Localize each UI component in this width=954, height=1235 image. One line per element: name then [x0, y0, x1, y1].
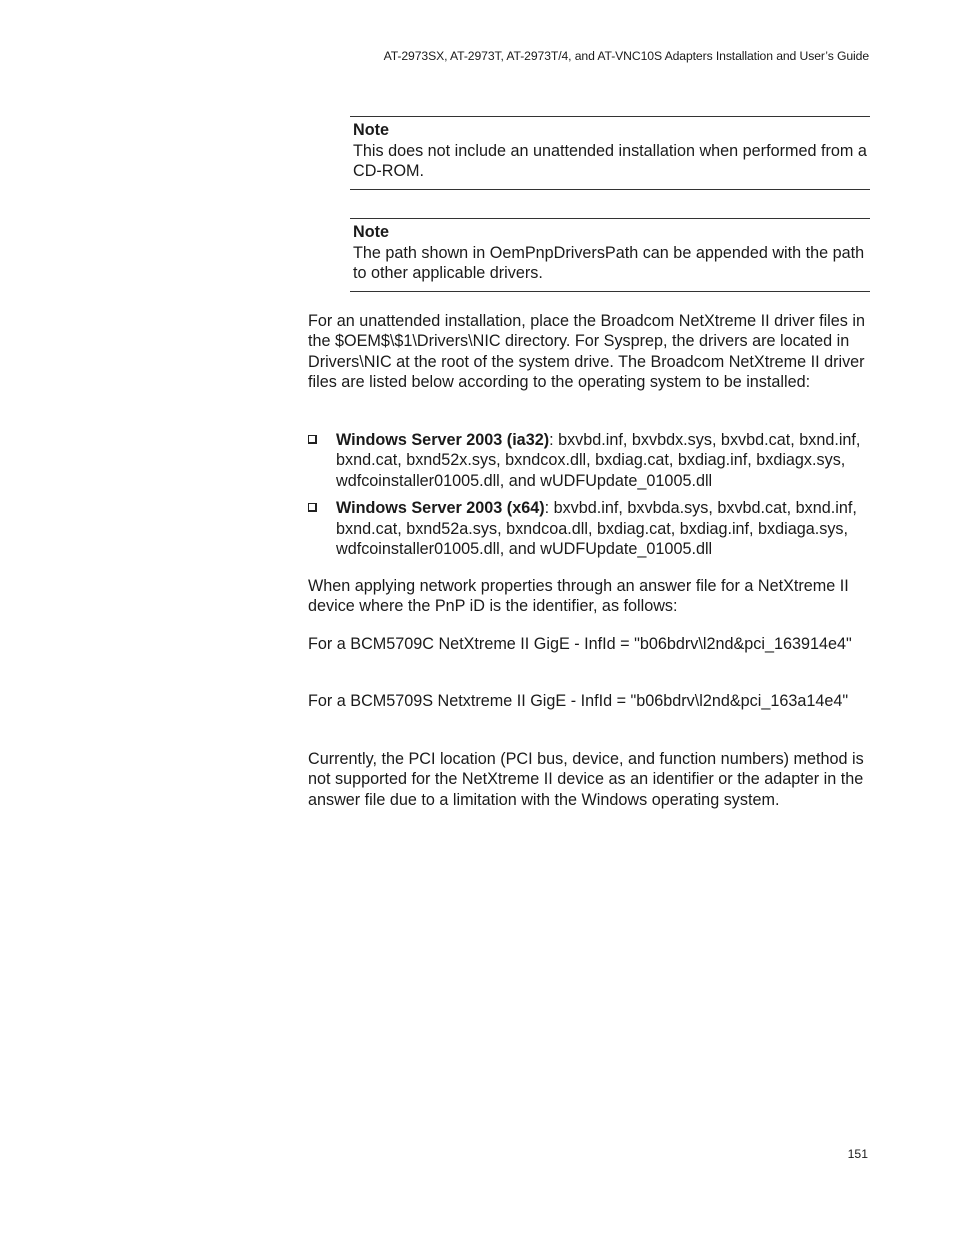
page-number: 151	[847, 1147, 868, 1161]
note-box	[350, 116, 870, 190]
os-name: Windows Server 2003 (x64)	[336, 499, 545, 518]
note-title: Note	[353, 223, 389, 241]
list-item	[308, 430, 874, 491]
running-header: AT-2973SX, AT-2973T, AT-2973T/4, and AT-VNC10S Adapters Installation and User’s Guide	[383, 49, 869, 63]
note-text: The path shown in OemPnpDriversPath can be appended with the path to other applicable drivers.	[353, 243, 865, 282]
checkbox-bullet-icon	[308, 435, 317, 444]
bcm5709c-paragraph: For a BCM5709C NetXtreme II GigE - InfId = "b06bdrv\l2nd&pci_163914e4"	[308, 635, 852, 653]
bcm5709s-paragraph: For a BCM5709S Netxtreme II GigE - InfId = "b06bdrv\l2nd&pci_163a14e4"	[308, 692, 849, 710]
driver-files: : bxvbd.inf, bxvbdx.sys, bxvbd.cat, bxnd.inf, bxnd.cat, bxnd52x.sys, bxndcox.dll, bxdiag.cat, bxdiag.inf, bxdiagx.sys, wdfcoinstaller01005.dll, and wUDFUpdate_01005.dll	[336, 431, 861, 490]
checkbox-bullet-icon	[308, 503, 317, 512]
os-name: Windows Server 2003 (ia32)	[336, 431, 550, 449]
answer-file-paragraph: When applying network properties through an answer file for a NetXtreme II device where the PnP iD is the identifier, as follows:	[308, 577, 849, 616]
note-text: This does not include an unattended installation when performed from a CD-ROM.	[353, 141, 867, 180]
pci-location-paragraph: Currently, the PCI location (PCI bus, device, and function numbers) method is not supported for the NetXtreme II device as an identifier or the adapter in the answer file due to a limitation with the Windows operating system.	[308, 750, 864, 809]
note-title: Note	[353, 121, 389, 139]
intro-paragraph: For an unattended installation, place the Broadcom NetXtreme II driver files in the $OEM$\$1\Drivers\NIC directory. For Sysprep, the drivers are located in Drivers\NIC at the root of the system drive. The Broadcom NetXtreme II driver files are listed below according to the operating system to be installed:	[308, 312, 865, 392]
list-item	[308, 498, 874, 559]
driver-files: : bxvbd.inf, bxvbda.sys, bxvbd.cat, bxnd.inf, bxnd.cat, bxnd52a.sys, bxndcoa.dll, bxdiag.cat, bxdiag.inf, bxdiaga.sys, wdfcoinstaller01005.dll, and wUDFUpdate_01005.dll	[336, 499, 857, 559]
note-box	[350, 218, 870, 292]
driver-file-list	[308, 430, 874, 566]
